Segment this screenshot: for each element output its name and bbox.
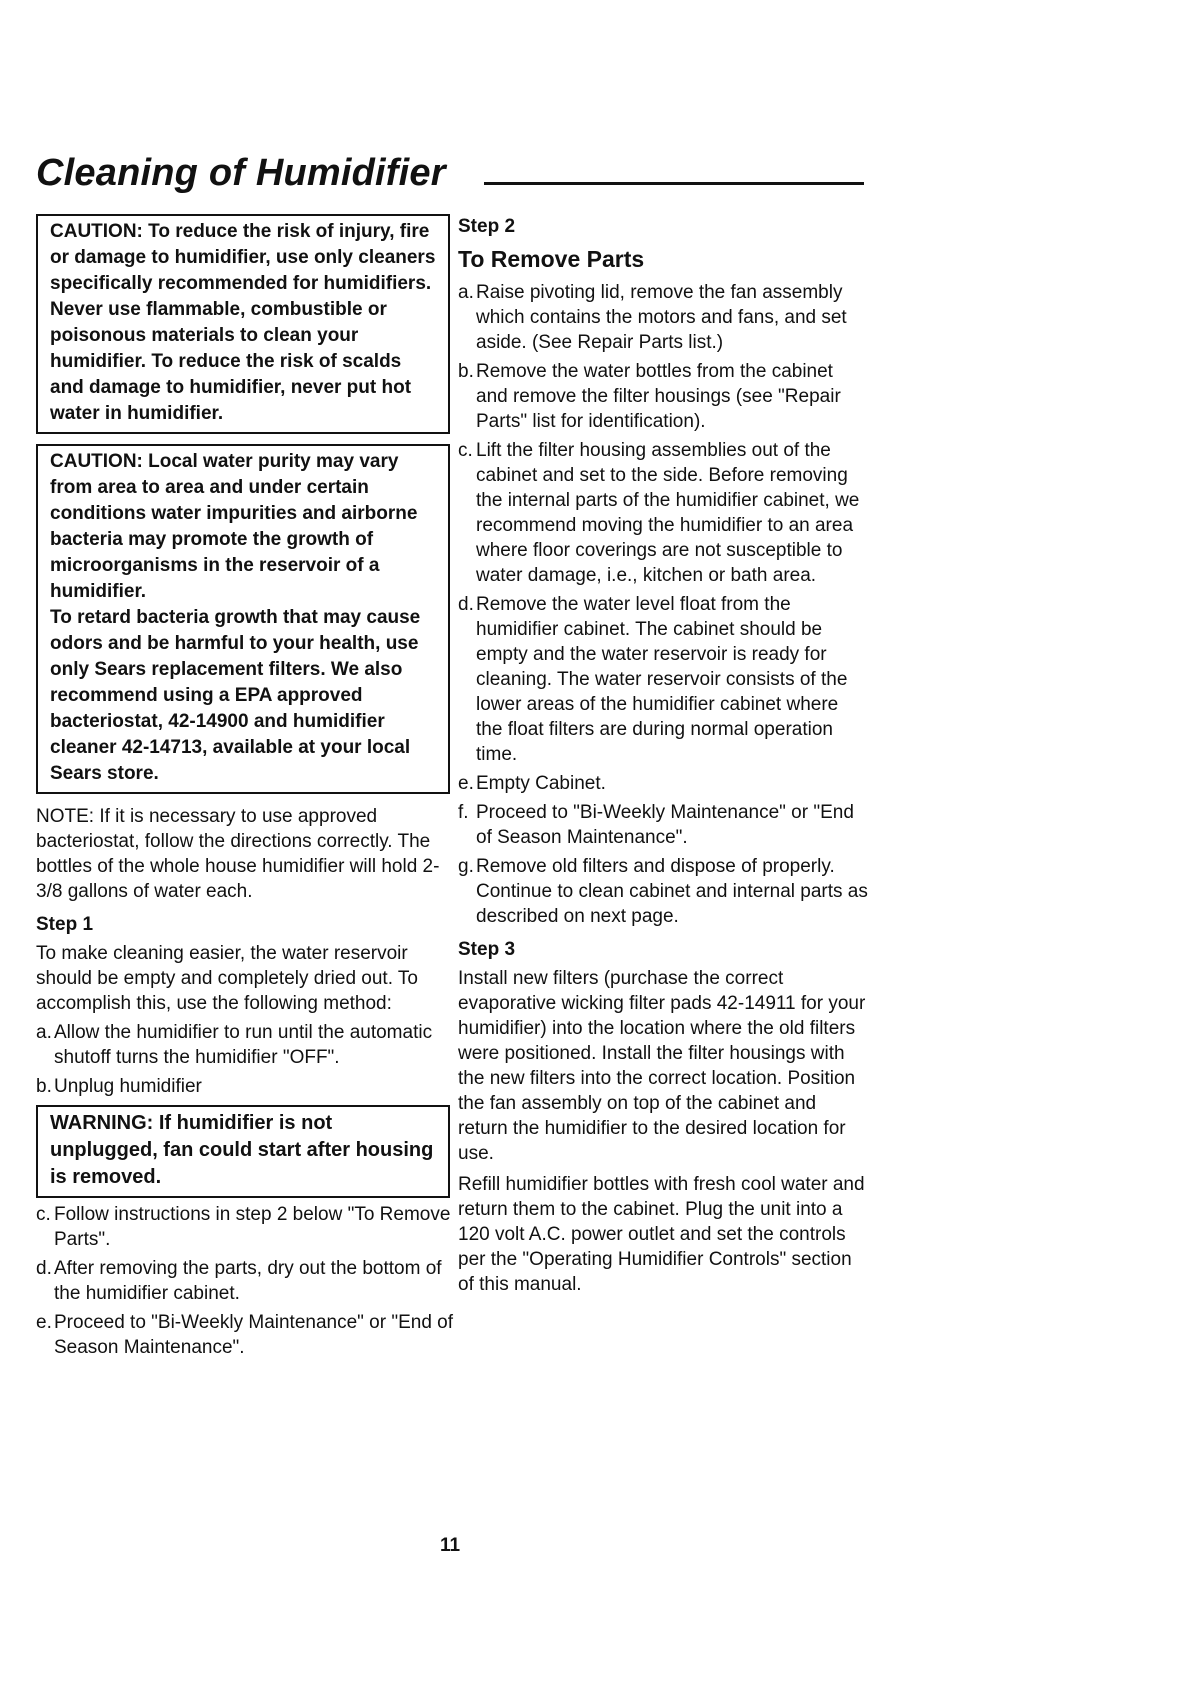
list-item <box>458 800 868 850</box>
step1-label: Step 1 <box>36 914 94 935</box>
title-row <box>36 152 866 212</box>
list-item <box>458 854 868 929</box>
list-letter: a. <box>458 282 474 303</box>
list-text: Follow instructions in step 2 below "To Remove Parts". <box>54 1204 451 1250</box>
caution-chemicals-text: CAUTION: To reduce the risk of injury, fire or damage to humidifier, use only cleaners specifically recommended for humidifiers. Never use flammable, combustible or poisonous materials to clean your humidifier. To reduce the risk of scalds and damage to humidifier, never put hot water in humidifier. <box>50 221 436 424</box>
title-rule <box>484 182 864 185</box>
list-letter: d. <box>36 1258 52 1279</box>
right-column <box>458 214 868 1297</box>
warning-text: WARNING: If humidifier is not unplugged, fan could start after housing is removed. <box>50 1112 434 1188</box>
list-letter: b. <box>458 361 474 382</box>
list-item <box>36 1202 456 1252</box>
list-letter: b. <box>36 1076 52 1097</box>
list-letter: g. <box>458 856 474 877</box>
list-item <box>458 592 868 767</box>
list-item <box>36 1074 456 1099</box>
list-letter: a. <box>36 1022 52 1043</box>
step3-label: Step 3 <box>458 939 516 960</box>
list-letter: c. <box>458 440 473 461</box>
list-item <box>36 1256 456 1306</box>
list-text: Empty Cabinet. <box>476 773 606 794</box>
caution-box-water-purity <box>36 444 450 794</box>
caution-box-chemicals <box>36 214 450 434</box>
list-letter: e. <box>458 773 474 794</box>
caution-bacteria-text: To retard bacteria growth that may cause odors and be harmful to your health, use only Sears replacement filters. We also recommend using a EPA approved bacteriostat, 42-14900 and humidifier cleaner 42-14713, available at your local Sears store. <box>50 607 421 784</box>
list-text: Proceed to "Bi-Weekly Maintenance" or "End of Season Maintenance". <box>476 802 854 848</box>
list-item <box>458 359 868 434</box>
list-text: Remove the water level float from the humidifier cabinet. The cabinet should be empty and the water reservoir is ready for cleaning. The water reservoir consists of the lower areas of the humidifier cabinet where the float filters are during normal operation time. <box>476 594 848 765</box>
list-item <box>458 771 868 796</box>
page-number: 11 <box>439 1535 461 1556</box>
list-item <box>36 1310 456 1360</box>
list-letter: e. <box>36 1312 52 1333</box>
list-text: Remove old filters and dispose of properly. Continue to clean cabinet and internal parts as described on next page. <box>476 856 868 927</box>
list-text: Raise pivoting lid, remove the fan assembly which contains the motors and fans, and set aside. (See Repair Parts list.) <box>476 282 847 353</box>
list-item <box>458 438 868 588</box>
list-text: After removing the parts, dry out the bottom of the humidifier cabinet. <box>54 1258 442 1304</box>
caution-water-purity-text: CAUTION: Local water purity may vary from area to area and under certain conditions water impurities and airborne bacteria may promote the growth of microorganisms in the reservoir of a humidifier. <box>50 451 418 602</box>
section-heading-remove-parts: To Remove Parts <box>458 246 645 272</box>
step2-label: Step 2 <box>458 216 516 237</box>
page-title: Cleaning of Humidifier <box>36 152 446 194</box>
warning-box <box>36 1105 450 1198</box>
list-letter: d. <box>458 594 474 615</box>
list-letter: c. <box>36 1204 51 1225</box>
list-text: Allow the humidifier to run until the automatic shutoff turns the humidifier "OFF". <box>54 1022 433 1068</box>
note-paragraph: NOTE: If it is necessary to use approved bacteriostat, follow the directions correctly. The bottles of the whole house humidifier will hold 2-3/8 gallons of water each. <box>36 806 440 902</box>
list-text: Lift the filter housing assemblies out of the cabinet and set to the side. Before removing the internal parts of the humidifier cabinet, we recommend moving the humidifier to an area where floor coverings are not susceptible to water damage, i.e., kitchen or bath area. <box>476 440 860 586</box>
list-item <box>36 1020 456 1070</box>
step3-paragraph-refill: Refill humidifier bottles with fresh cool water and return them to the cabinet. Plug the unit into a 120 volt A.C. power outlet and set the controls per the "Operating Humidifier Controls" section of this manual. <box>458 1174 865 1295</box>
list-text: Remove the water bottles from the cabinet and remove the filter housings (see "Repair Parts" list for identification). <box>476 361 841 432</box>
step1-intro: To make cleaning easier, the water reservoir should be empty and completely dried out. To accomplish this, use the following method: <box>36 943 418 1014</box>
list-text: Proceed to "Bi-Weekly Maintenance" or "End of Season Maintenance". <box>54 1312 454 1358</box>
list-text: Unplug humidifier <box>54 1076 202 1097</box>
left-column <box>36 214 456 1360</box>
list-item <box>458 280 868 355</box>
step3-paragraph-install: Install new filters (purchase the correct evaporative wicking filter pads 42-14911 for your humidifier) into the location where the old filters were positioned. Install the filter housings with the new filters into the correct location. Position the fan assembly on top of the cabinet and return the humidifier to the desired location for use. <box>458 968 866 1164</box>
list-letter: f. <box>458 802 469 823</box>
